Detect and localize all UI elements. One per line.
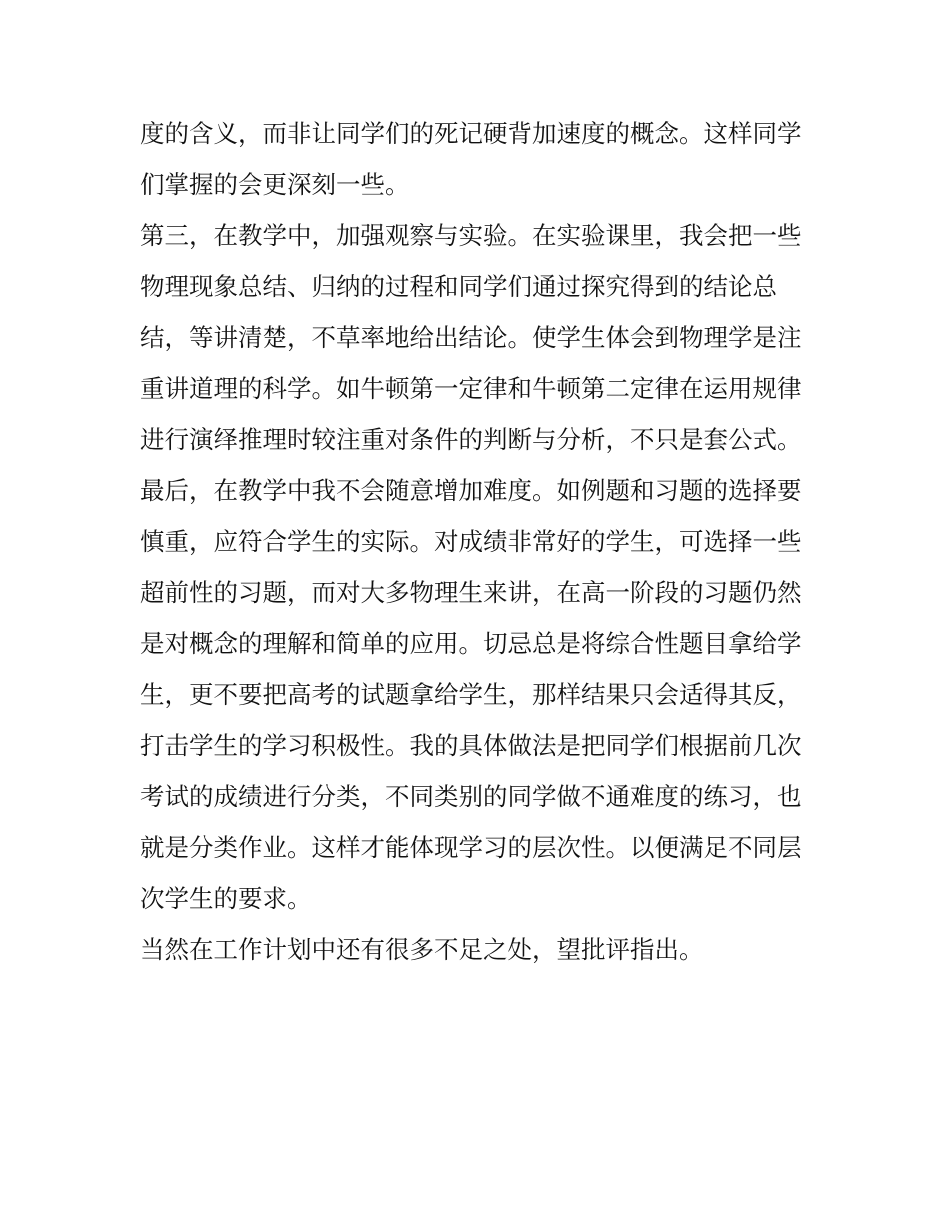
text-line-16: 次学生的要求。 (140, 884, 312, 913)
text-line-14: 考试的成绩进行分类，不同类别的同学做不通难度的练习，也 (140, 782, 802, 811)
text-line-13: 打击学生的学习积极性。我的具体做法是把同学们根据前几次 (140, 731, 802, 760)
text-line-9: 慎重，应符合学生的实际。对成绩非常好的学生，可选择一些 (140, 527, 802, 556)
text-line-3: 第三，在教学中，加强观察与实验。在实验课里，我会把一些 (140, 221, 802, 250)
text-line-17: 当然在工作计划中还有很多不足之处，望批评指出。 (140, 935, 704, 964)
text-line-8: 最后，在教学中我不会随意增加难度。如例题和习题的选择要 (140, 476, 802, 505)
text-line-5: 结，等讲清楚，不草率地给出结论。使学生体会到物理学是注 (140, 323, 802, 352)
text-line-15: 就是分类作业。这样才能体现学习的层次性。以便满足不同层 (140, 833, 802, 862)
text-line-1: 度的含义，而非让同学们的死记硬背加速度的概念。这样同学 (140, 119, 802, 148)
text-line-12: 生，更不要把高考的试题拿给学生，那样结果只会适得其反， (140, 680, 802, 709)
text-line-11: 是对概念的理解和简单的应用。切忌总是将综合性题目拿给学 (140, 629, 802, 658)
text-line-7: 进行演绎推理时较注重对条件的判断与分析，不只是套公式。 (140, 425, 802, 454)
text-line-2: 们掌握的会更深刻一些。 (140, 170, 410, 199)
text-line-10: 超前性的习题，而对大多物理生来讲，在高一阶段的习题仍然 (140, 578, 802, 607)
text-line-6: 重讲道理的科学。如牛顿第一定律和牛顿第二定律在运用规律 (140, 374, 802, 403)
text-line-4: 物理现象总结、归纳的过程和同学们通过探究得到的结论总 (140, 272, 777, 301)
body-text (140, 108, 830, 975)
